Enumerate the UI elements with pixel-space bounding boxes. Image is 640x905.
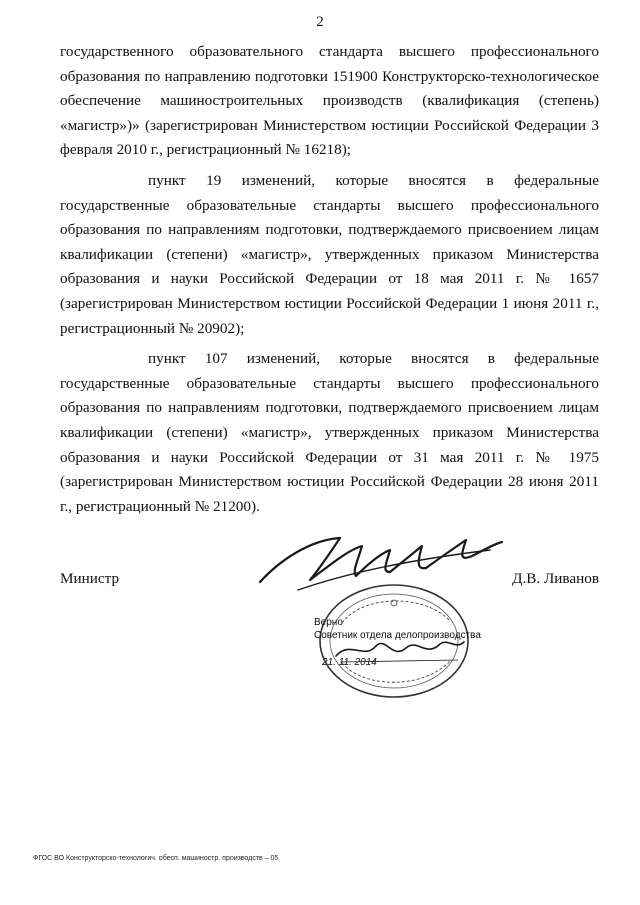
certify-date: 21. 11. 2014 — [322, 657, 377, 668]
signer-position: Министр — [60, 570, 120, 587]
certify-adviser: Советник отдела делопроизводства — [314, 630, 481, 641]
paragraph-item-19: пункт 19 изменений, которые вносятся в федеральные государственные образовательные стандарты высшего профессионального образования по направлениям подготовки, подтверждаемого присвоением лицам квалификации (степени) «магистр», утвержденных приказом Министерства образования и науки Российской Федерации от 18 мая 2011 г. № 1657 (зарегистрирован Министерством юстиции Российской Федерации 1 июня 2011 г., регистрационный № 20902); — [60, 171, 599, 337]
paragraph-item-107: пункт 107 изменений, которые вносятся в федеральные государственные образовательные стандарты высшего профессионального образования по направлениям подготовки, подтверждаемого присвоением лицам квалификации (степени) «магистр», утвержденных приказом Министерства образования и науки Российской Федерации от 31 мая 2011 г. № 1975 (зарегистрирован Министерством юстиции Российской Федерации 28 июня 2011 г., регистрационный № 21200). — [60, 350, 599, 515]
paragraph-continuation: государственного образовательного стандарта высшего профессионального образования по направлению подготовки 151900 Конструкторско-технологическое обеспечение машиностроительных производств (квалификация (степень) «магистр»)» (зарегистрирован Министерством юстиции Российской Федерации 3 февраля 2010 г., регистрационный № 16218); — [60, 43, 599, 159]
certify-verno: Верно — [314, 617, 343, 628]
document-footer: ФГОС ВО Конструкторско-технологич. обесп. машиностр. производств – 05 — [33, 855, 279, 862]
page-number: 2 — [316, 14, 324, 30]
document-body — [60, 40, 599, 525]
signer-name: Д.В. Ливанов — [512, 570, 599, 587]
certifier-signature — [330, 630, 470, 670]
